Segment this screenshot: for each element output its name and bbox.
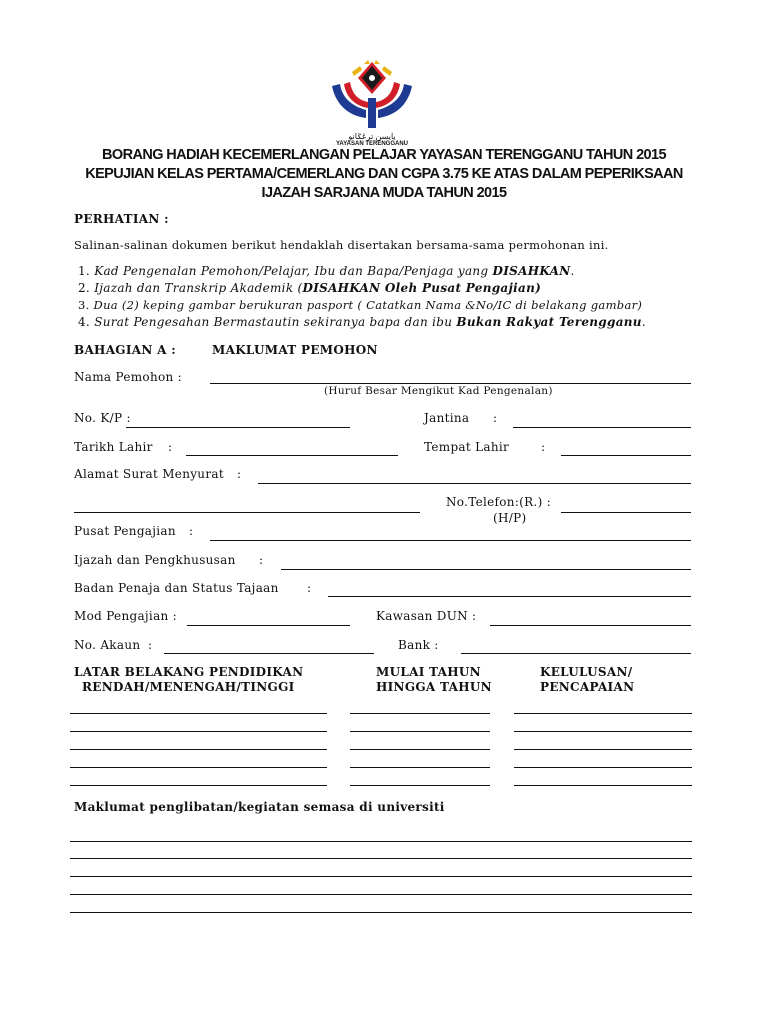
alamat-field-line1[interactable] — [258, 483, 691, 484]
edu-row-1-col1[interactable] — [70, 713, 327, 714]
activities-line-4[interactable] — [70, 894, 692, 895]
nokp-label: No. K/P : — [74, 411, 131, 425]
ijazah-label: Ijazah dan Pengkhususan — [74, 553, 236, 567]
edu-col1-header-1: LATAR BELAKANG PENDIDIKAN — [74, 665, 304, 679]
notice-item-number: 3. — [78, 298, 90, 312]
kawasan-dun-field[interactable] — [490, 625, 691, 626]
edu-row-2-col2[interactable] — [350, 731, 490, 732]
tarikh-lahir-field[interactable] — [186, 455, 398, 456]
notice-item-3 — [78, 298, 642, 312]
edu-row-5-col2[interactable] — [350, 785, 490, 786]
logo-arabic-text: يايسن ترڠݢانو — [348, 132, 396, 141]
ijazah-colon: : — [259, 553, 264, 567]
pusat-pengajian-field[interactable] — [210, 540, 691, 541]
badan-penaja-field[interactable] — [328, 596, 691, 597]
nama-label: Nama Pemohon : — [74, 370, 182, 384]
tarikh-lahir-colon: : — [168, 440, 173, 454]
notice-item-bold: DISAHKAN Oleh Pusat Pengajian) — [302, 281, 542, 295]
pusat-pengajian-colon: : — [189, 524, 194, 538]
badan-penaja-colon: : — [307, 581, 312, 595]
no-akaun-colon: : — [148, 638, 153, 652]
notice-item-2 — [78, 281, 541, 295]
notice-item-number: 2. — [78, 281, 91, 295]
notice-item-text: Dua (2) keping gambar berukuran pasport ( Catatkan Nama &No/IC di belakang gambar) — [93, 298, 643, 312]
form-title-line2: KEPUJIAN KELAS PERTAMA/CEMERLANG DAN CGPA 3.75 KE ATAS DALAM PEPERIKSAAN — [85, 166, 683, 182]
notice-item-text: Surat Pengesahan Bermastautin sekiranya bapa dan ibu — [94, 315, 457, 329]
notice-item-text: Kad Pengenalan Pemohon/Pelajar, Ibu dan Bapa/Penjaga yang — [94, 264, 493, 278]
notice-item-text: Ijazah dan Transkrip Akademik ( — [94, 281, 303, 295]
activities-line-5[interactable] — [70, 912, 692, 913]
activities-line-1[interactable] — [70, 841, 692, 842]
logo-name: YAYASAN TERENGGANU — [335, 141, 409, 147]
edu-col3-header-2: PENCAPAIAN — [540, 680, 635, 694]
no-akaun-field[interactable] — [164, 653, 374, 654]
edu-row-4-col2[interactable] — [350, 767, 490, 768]
form-title-line1: BORANG HADIAH KECEMERLANGAN PELAJAR YAYASAN TERENGGANU TAHUN 2015 — [102, 147, 666, 163]
tarikh-lahir-label: Tarikh Lahir — [74, 440, 153, 454]
edu-row-5-col1[interactable] — [70, 785, 327, 786]
edu-col2-header-1: MULAI TAHUN — [376, 665, 481, 679]
edu-row-3-col3[interactable] — [514, 749, 692, 750]
kawasan-dun-label: Kawasan DUN : — [376, 609, 477, 623]
yayasan-logo — [322, 58, 422, 147]
tempat-lahir-colon: : — [541, 440, 546, 454]
activities-line-3[interactable] — [70, 876, 692, 877]
alamat-label: Alamat Surat Menyurat — [74, 467, 224, 481]
telefon-field[interactable] — [561, 512, 691, 513]
edu-row-3-col1[interactable] — [70, 749, 327, 750]
nama-field[interactable] — [210, 383, 691, 384]
section-a-label: BAHAGIAN A : — [74, 343, 176, 357]
edu-row-5-col3[interactable] — [514, 785, 692, 786]
jantina-label: Jantina — [424, 411, 470, 425]
activities-line-2[interactable] — [70, 858, 692, 859]
mod-pengajian-field[interactable] — [187, 625, 350, 626]
edu-row-1-col2[interactable] — [350, 713, 490, 714]
edu-row-2-col3[interactable] — [514, 731, 692, 732]
notice-item-number: 4. — [78, 315, 91, 329]
notice-item-bold: DISAHKAN — [492, 264, 571, 278]
jantina-colon: : — [493, 411, 498, 425]
notice-intro: Salinan-salinan dokumen berikut hendaklah disertakan bersama-sama permohonan ini. — [74, 238, 609, 252]
notice-item-4 — [78, 315, 646, 329]
edu-col1-header-2: RENDAH/MENENGAH/TINGGI — [82, 680, 295, 694]
notice-item-1 — [78, 264, 575, 278]
ijazah-field[interactable] — [281, 569, 691, 570]
no-akaun-label: No. Akaun — [74, 638, 141, 652]
notice-item-number: 1. — [78, 264, 91, 278]
activities-heading: Maklumat penglibatan/kegiatan semasa di universiti — [74, 800, 445, 814]
notice-item-bold: Bukan Rakyat Terengganu — [456, 315, 642, 329]
telefon-label: No.Telefon:(R.) : — [446, 495, 552, 509]
edu-col2-header-2: HINGGA TAHUN — [376, 680, 492, 694]
jantina-field[interactable] — [513, 427, 691, 428]
nokp-field[interactable] — [126, 427, 350, 428]
edu-row-2-col1[interactable] — [70, 731, 327, 732]
alamat-colon: : — [237, 467, 242, 481]
edu-row-4-col3[interactable] — [514, 767, 692, 768]
pusat-pengajian-label: Pusat Pengajian — [74, 524, 176, 538]
alamat-field-line2[interactable] — [74, 512, 420, 513]
form-title-line3: IJAZAH SARJANA MUDA TAHUN 2015 — [261, 185, 507, 201]
edu-row-4-col1[interactable] — [70, 767, 327, 768]
tempat-lahir-label: Tempat Lahir — [424, 440, 510, 454]
edu-row-1-col3[interactable] — [514, 713, 692, 714]
badan-penaja-label: Badan Penaja dan Status Tajaan — [74, 581, 279, 595]
logo-emblem-icon — [322, 58, 422, 130]
tempat-lahir-field[interactable] — [561, 455, 691, 456]
bank-label: Bank : — [398, 638, 439, 652]
nama-hint: (Huruf Besar Mengikut Kad Pengenalan) — [324, 385, 553, 397]
bank-field[interactable] — [461, 653, 691, 654]
edu-col3-header-1: KELULUSAN/ — [540, 665, 633, 679]
notice-item-end: . — [641, 315, 646, 329]
notice-heading: PERHATIAN : — [74, 212, 169, 226]
hp-label: (H/P) — [493, 511, 527, 525]
mod-pengajian-label: Mod Pengajian : — [74, 609, 178, 623]
edu-row-3-col2[interactable] — [350, 749, 490, 750]
section-a-title: MAKLUMAT PEMOHON — [212, 343, 378, 357]
notice-item-end: . — [570, 264, 575, 278]
